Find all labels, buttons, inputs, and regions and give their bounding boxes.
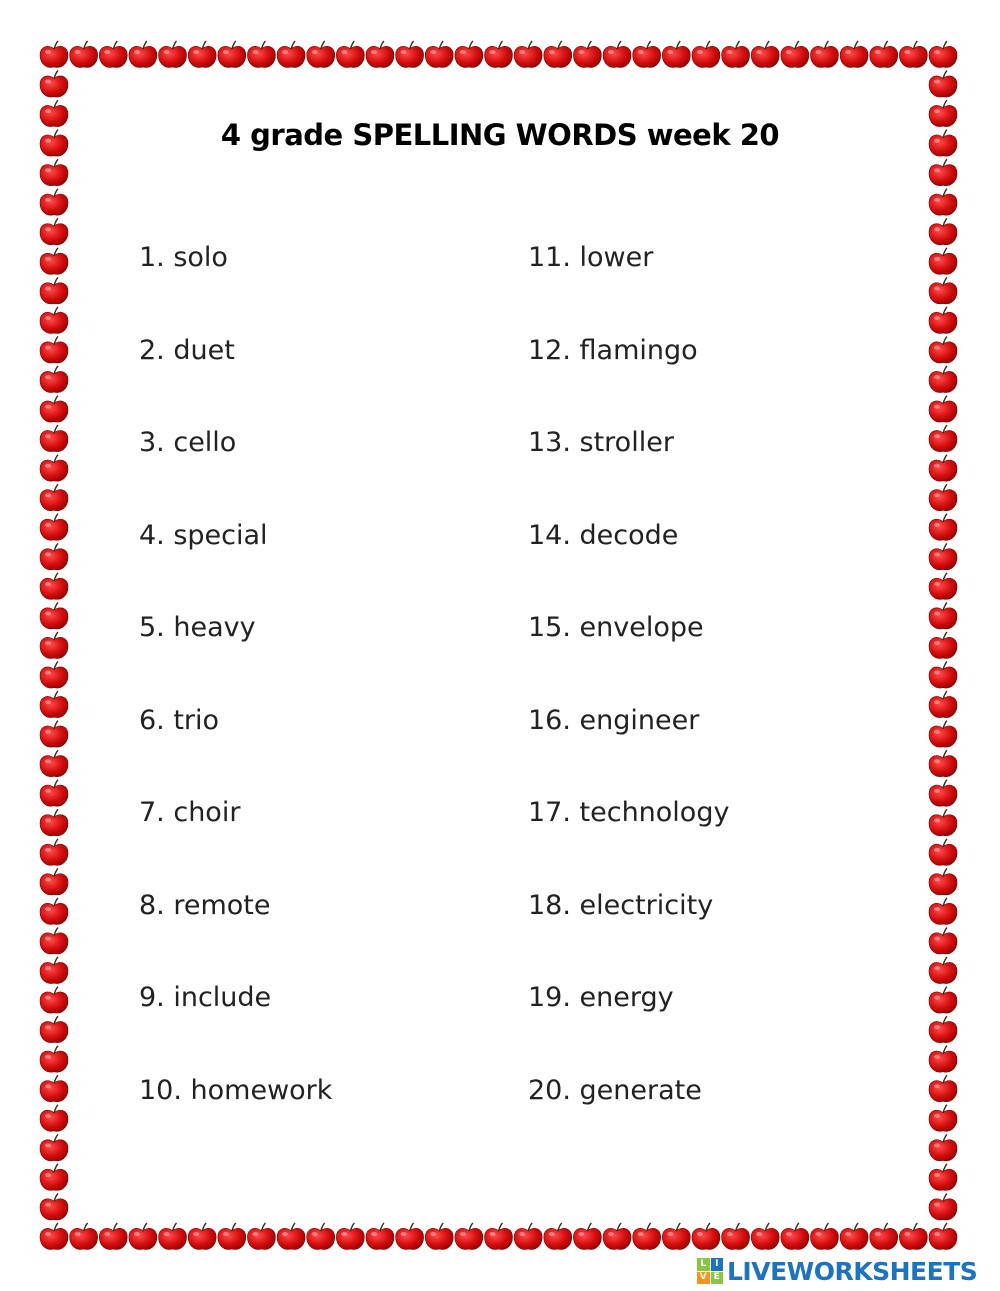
apple-icon: [840, 41, 868, 67]
apple-icon: [40, 573, 68, 599]
apple-icon: [40, 543, 68, 569]
apple-icon: [218, 41, 246, 67]
apple-icon: [396, 1223, 424, 1249]
apple-icon: [929, 1075, 957, 1101]
apple-icon: [810, 1223, 838, 1249]
logo-badge-letter: E: [711, 1272, 724, 1285]
spelling-word: 13. stroller: [528, 427, 674, 458]
apple-icon: [573, 41, 601, 67]
apple-icon: [40, 218, 68, 244]
apple-icon: [99, 1223, 127, 1249]
apple-icon: [40, 1075, 68, 1101]
apple-icon: [485, 1223, 513, 1249]
apple-icon: [40, 1223, 68, 1249]
apple-icon: [929, 1046, 957, 1072]
apple-icon: [929, 455, 957, 481]
apple-icon: [781, 41, 809, 67]
apple-icon: [781, 1223, 809, 1249]
apple-icon: [929, 366, 957, 392]
apple-icon: [929, 307, 957, 333]
apple-icon: [633, 41, 661, 67]
apple-icon: [188, 1223, 216, 1249]
spelling-word: 16. engineer: [528, 705, 700, 736]
spelling-word: 8. remote: [139, 890, 271, 921]
spelling-word: 7. choir: [139, 797, 241, 828]
apple-icon: [929, 159, 957, 185]
apple-icon: [899, 1223, 927, 1249]
apple-icon: [722, 41, 750, 67]
apple-icon: [929, 1193, 957, 1219]
apple-icon: [129, 1223, 157, 1249]
apple-icon: [929, 898, 957, 924]
apple-icon: [929, 1134, 957, 1160]
logo-badge-letter: I: [711, 1258, 724, 1271]
apple-icon: [929, 218, 957, 244]
apple-icon: [929, 514, 957, 540]
apple-icon: [40, 662, 68, 688]
apple-icon: [218, 1223, 246, 1249]
apple-icon: [70, 1223, 98, 1249]
apple-icon: [929, 691, 957, 717]
spelling-word: 2. duet: [139, 335, 235, 366]
apple-icon: [40, 691, 68, 717]
apple-icon: [929, 928, 957, 954]
apple-icon: [40, 928, 68, 954]
apple-icon: [929, 1105, 957, 1131]
apple-icon: [485, 41, 513, 67]
apple-icon: [40, 1164, 68, 1190]
apple-icon: [840, 1223, 868, 1249]
apple-icon: [929, 839, 957, 865]
apple-icon: [929, 662, 957, 688]
apple-icon: [40, 868, 68, 894]
apple-icon: [929, 632, 957, 658]
apple-icon: [159, 41, 187, 67]
apple-icon: [544, 1223, 572, 1249]
apple-icon: [40, 189, 68, 215]
apple-icon: [396, 41, 424, 67]
apple-icon: [633, 1223, 661, 1249]
apple-icon: [40, 277, 68, 303]
apple-icon: [40, 898, 68, 924]
apple-icon: [40, 366, 68, 392]
apple-icon: [40, 809, 68, 835]
apple-icon: [870, 1223, 898, 1249]
apple-icon: [929, 337, 957, 363]
logo-badge-icon: [697, 1258, 723, 1284]
apple-icon: [603, 1223, 631, 1249]
apple-icon: [247, 1223, 275, 1249]
apple-icon: [455, 1223, 483, 1249]
apple-icon: [40, 1105, 68, 1131]
apple-icon: [870, 41, 898, 67]
spelling-word: 20. generate: [528, 1075, 702, 1106]
apple-icon: [929, 484, 957, 510]
logo-badge-letter: V: [697, 1272, 710, 1285]
apple-icon: [929, 750, 957, 776]
apple-icon: [40, 484, 68, 510]
apple-icon: [40, 41, 68, 67]
apple-icon: [929, 277, 957, 303]
spelling-word: 15. envelope: [528, 612, 704, 643]
apple-icon: [366, 41, 394, 67]
apple-icon: [277, 1223, 305, 1249]
apple-icon: [307, 41, 335, 67]
apple-icon: [929, 987, 957, 1013]
apple-icon: [662, 41, 690, 67]
apple-icon: [70, 41, 98, 67]
spelling-word: 1. solo: [139, 242, 228, 273]
apple-icon: [40, 514, 68, 540]
apple-icon: [425, 1223, 453, 1249]
spelling-word: 18. electricity: [528, 890, 714, 921]
apple-icon: [929, 1016, 957, 1042]
logo-text: LIVEWORKSHEETS: [727, 1256, 978, 1286]
apple-icon: [40, 721, 68, 747]
apple-icon: [40, 602, 68, 628]
apple-icon: [899, 41, 927, 67]
apple-icon: [129, 41, 157, 67]
apple-icon: [40, 159, 68, 185]
apple-icon: [929, 189, 957, 215]
spelling-word: 5. heavy: [139, 612, 256, 643]
apple-icon: [929, 1164, 957, 1190]
apple-icon: [40, 307, 68, 333]
apple-icon: [40, 839, 68, 865]
apple-icon: [929, 543, 957, 569]
apple-icon: [159, 1223, 187, 1249]
apple-icon: [40, 71, 68, 97]
spelling-word: 3. cello: [139, 427, 237, 458]
apple-icon: [662, 1223, 690, 1249]
apple-icon: [40, 1193, 68, 1219]
apple-icon: [40, 337, 68, 363]
apple-icon: [810, 41, 838, 67]
apple-icon: [929, 396, 957, 422]
apple-icon: [336, 1223, 364, 1249]
apple-icon: [514, 41, 542, 67]
apple-icon: [929, 1223, 957, 1249]
apple-icon: [40, 632, 68, 658]
apple-icon: [40, 1016, 68, 1042]
apple-icon: [692, 1223, 720, 1249]
apple-icon: [40, 1134, 68, 1160]
spelling-word: 17. technology: [528, 797, 730, 828]
liveworksheets-logo[interactable]: [697, 1258, 977, 1284]
apple-icon: [40, 987, 68, 1013]
apple-icon: [929, 957, 957, 983]
apple-icon: [40, 957, 68, 983]
apple-icon: [929, 573, 957, 599]
apple-icon: [40, 1046, 68, 1072]
apple-icon: [722, 1223, 750, 1249]
apple-icon: [40, 455, 68, 481]
spelling-word: 19. energy: [528, 982, 674, 1013]
spelling-word: 4. special: [139, 520, 268, 551]
apple-icon: [929, 425, 957, 451]
apple-icon: [40, 750, 68, 776]
logo-badge-letter: L: [697, 1258, 710, 1271]
apple-icon: [929, 248, 957, 274]
apple-icon: [277, 41, 305, 67]
apple-icon: [425, 41, 453, 67]
spelling-word: 6. trio: [139, 705, 220, 736]
spelling-word: 10. homework: [139, 1075, 333, 1106]
apple-icon: [603, 41, 631, 67]
apple-icon: [514, 1223, 542, 1249]
spelling-word: 11. lower: [528, 242, 654, 273]
apple-icon: [366, 1223, 394, 1249]
apple-icon: [929, 71, 957, 97]
apple-icon: [929, 41, 957, 67]
apple-icon: [188, 41, 216, 67]
apple-icon: [929, 602, 957, 628]
apple-icon: [40, 780, 68, 806]
apple-icon: [692, 41, 720, 67]
apple-icon: [751, 1223, 779, 1249]
spelling-word: 12. flamingo: [528, 335, 698, 366]
apple-icon: [544, 41, 572, 67]
apple-icon: [929, 809, 957, 835]
spelling-word: 9. include: [139, 982, 272, 1013]
apple-icon: [307, 1223, 335, 1249]
apple-icon: [751, 41, 779, 67]
apple-icon: [40, 248, 68, 274]
apple-icon: [929, 868, 957, 894]
apple-icon: [455, 41, 483, 67]
apple-icon: [336, 41, 364, 67]
apple-icon: [929, 780, 957, 806]
apple-icon: [40, 396, 68, 422]
apple-icon: [929, 721, 957, 747]
apple-icon: [247, 41, 275, 67]
spelling-word: 14. decode: [528, 520, 679, 551]
apple-icon: [99, 41, 127, 67]
apple-icon: [40, 425, 68, 451]
apple-icon: [573, 1223, 601, 1249]
worksheet-title: 4 grade SPELLING WORDS week 20: [220, 118, 780, 152]
